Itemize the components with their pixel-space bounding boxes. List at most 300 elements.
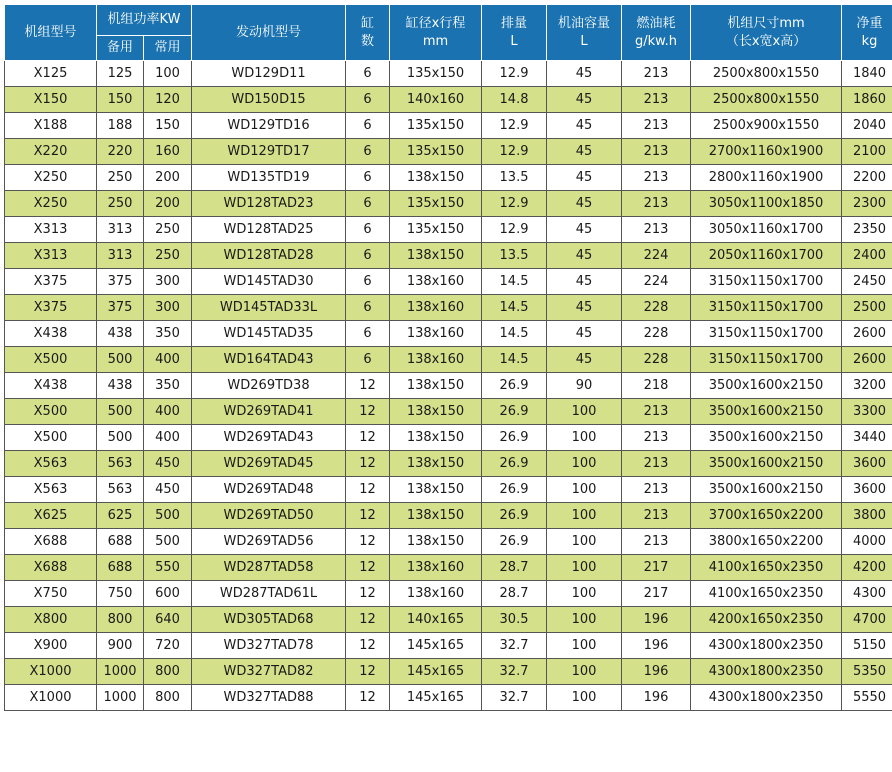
cell-standby-kw: 1000 bbox=[97, 685, 144, 711]
table-row bbox=[5, 139, 892, 165]
cell-fuel-consumption: 196 bbox=[622, 685, 691, 711]
table-row bbox=[5, 529, 892, 555]
cell-bore-stroke: 138x150 bbox=[390, 503, 482, 529]
cell-model: X688 bbox=[5, 555, 97, 581]
cell-engine-model: WD269TD38 bbox=[192, 373, 346, 399]
cell-model: X688 bbox=[5, 529, 97, 555]
cell-cylinders: 12 bbox=[346, 399, 390, 425]
cell-cylinders: 6 bbox=[346, 191, 390, 217]
cell-model: X750 bbox=[5, 581, 97, 607]
cell-model: X438 bbox=[5, 321, 97, 347]
cell-engine-model: WD135TD19 bbox=[192, 165, 346, 191]
header-model: 机组型号 bbox=[5, 5, 97, 61]
header-displacement: 排量 L bbox=[482, 5, 547, 61]
table-row bbox=[5, 581, 892, 607]
cell-bore-stroke: 135x150 bbox=[390, 217, 482, 243]
cell-prime-kw: 250 bbox=[144, 217, 192, 243]
cell-cylinders: 6 bbox=[346, 243, 390, 269]
cell-dimensions: 3700x1650x2200 bbox=[691, 503, 842, 529]
cell-cylinders: 12 bbox=[346, 425, 390, 451]
cell-net-weight: 2500 bbox=[842, 295, 892, 321]
cell-standby-kw: 500 bbox=[97, 347, 144, 373]
cell-model: X313 bbox=[5, 243, 97, 269]
table-row bbox=[5, 165, 892, 191]
cell-cylinders: 6 bbox=[346, 217, 390, 243]
header-bore-stroke: 缸径x行程 mm bbox=[390, 5, 482, 61]
cell-bore-stroke: 138x160 bbox=[390, 321, 482, 347]
cell-net-weight: 3600 bbox=[842, 451, 892, 477]
cell-oil-capacity: 100 bbox=[547, 503, 622, 529]
cell-oil-capacity: 100 bbox=[547, 529, 622, 555]
cell-net-weight: 2040 bbox=[842, 113, 892, 139]
cell-net-weight: 2200 bbox=[842, 165, 892, 191]
cell-net-weight: 3200 bbox=[842, 373, 892, 399]
table-row bbox=[5, 269, 892, 295]
cell-fuel-consumption: 213 bbox=[622, 87, 691, 113]
cell-engine-model: WD129TD16 bbox=[192, 113, 346, 139]
cell-cylinders: 12 bbox=[346, 503, 390, 529]
table-row bbox=[5, 451, 892, 477]
cell-fuel-consumption: 224 bbox=[622, 269, 691, 295]
cell-prime-kw: 720 bbox=[144, 633, 192, 659]
cell-bore-stroke: 138x150 bbox=[390, 477, 482, 503]
table-row bbox=[5, 633, 892, 659]
cell-dimensions: 2500x800x1550 bbox=[691, 61, 842, 87]
cell-standby-kw: 188 bbox=[97, 113, 144, 139]
cell-engine-model: WD128TAD23 bbox=[192, 191, 346, 217]
cell-model: X150 bbox=[5, 87, 97, 113]
cell-displacement: 26.9 bbox=[482, 477, 547, 503]
cell-displacement: 14.5 bbox=[482, 295, 547, 321]
cell-cylinders: 6 bbox=[346, 321, 390, 347]
cell-net-weight: 2350 bbox=[842, 217, 892, 243]
header-oil-capacity: 机油容量 L bbox=[547, 5, 622, 61]
cell-bore-stroke: 138x150 bbox=[390, 373, 482, 399]
cell-cylinders: 12 bbox=[346, 659, 390, 685]
cell-bore-stroke: 140x160 bbox=[390, 87, 482, 113]
cell-oil-capacity: 100 bbox=[547, 607, 622, 633]
cell-cylinders: 6 bbox=[346, 87, 390, 113]
cell-fuel-consumption: 213 bbox=[622, 399, 691, 425]
cell-model: X1000 bbox=[5, 685, 97, 711]
cell-prime-kw: 250 bbox=[144, 243, 192, 269]
cell-net-weight: 2300 bbox=[842, 191, 892, 217]
cell-prime-kw: 200 bbox=[144, 165, 192, 191]
cell-model: X900 bbox=[5, 633, 97, 659]
cell-displacement: 30.5 bbox=[482, 607, 547, 633]
cell-prime-kw: 640 bbox=[144, 607, 192, 633]
cell-dimensions: 4100x1650x2350 bbox=[691, 581, 842, 607]
cell-model: X375 bbox=[5, 295, 97, 321]
cell-prime-kw: 350 bbox=[144, 321, 192, 347]
cell-prime-kw: 550 bbox=[144, 555, 192, 581]
cell-cylinders: 12 bbox=[346, 373, 390, 399]
cell-oil-capacity: 45 bbox=[547, 165, 622, 191]
cell-oil-capacity: 45 bbox=[547, 269, 622, 295]
cell-dimensions: 2800x1160x1900 bbox=[691, 165, 842, 191]
cell-cylinders: 12 bbox=[346, 555, 390, 581]
cell-model: X438 bbox=[5, 373, 97, 399]
cell-bore-stroke: 138x150 bbox=[390, 451, 482, 477]
cell-dimensions: 3050x1100x1850 bbox=[691, 191, 842, 217]
cell-dimensions: 3500x1600x2150 bbox=[691, 373, 842, 399]
cell-net-weight: 4200 bbox=[842, 555, 892, 581]
cell-engine-model: WD287TAD61L bbox=[192, 581, 346, 607]
cell-cylinders: 12 bbox=[346, 607, 390, 633]
cell-bore-stroke: 135x150 bbox=[390, 191, 482, 217]
cell-dimensions: 4300x1800x2350 bbox=[691, 685, 842, 711]
cell-oil-capacity: 100 bbox=[547, 425, 622, 451]
table-row bbox=[5, 477, 892, 503]
cell-prime-kw: 100 bbox=[144, 61, 192, 87]
cell-engine-model: WD145TAD30 bbox=[192, 269, 346, 295]
cell-displacement: 12.9 bbox=[482, 139, 547, 165]
cell-displacement: 26.9 bbox=[482, 373, 547, 399]
cell-oil-capacity: 45 bbox=[547, 113, 622, 139]
cell-bore-stroke: 138x150 bbox=[390, 165, 482, 191]
cell-net-weight: 1840 bbox=[842, 61, 892, 87]
cell-bore-stroke: 145x165 bbox=[390, 685, 482, 711]
cell-displacement: 14.5 bbox=[482, 321, 547, 347]
cell-standby-kw: 438 bbox=[97, 373, 144, 399]
cell-engine-model: WD145TAD33L bbox=[192, 295, 346, 321]
cell-oil-capacity: 100 bbox=[547, 659, 622, 685]
cell-prime-kw: 350 bbox=[144, 373, 192, 399]
cell-dimensions: 3500x1600x2150 bbox=[691, 477, 842, 503]
cell-standby-kw: 1000 bbox=[97, 659, 144, 685]
cell-cylinders: 12 bbox=[346, 633, 390, 659]
cell-bore-stroke: 138x150 bbox=[390, 529, 482, 555]
cell-prime-kw: 300 bbox=[144, 269, 192, 295]
cell-model: X500 bbox=[5, 425, 97, 451]
header-prime: 常用 bbox=[144, 36, 192, 61]
cell-prime-kw: 150 bbox=[144, 113, 192, 139]
table-row bbox=[5, 295, 892, 321]
cell-model: X563 bbox=[5, 477, 97, 503]
cell-prime-kw: 400 bbox=[144, 347, 192, 373]
cell-displacement: 14.5 bbox=[482, 269, 547, 295]
table-body bbox=[5, 61, 892, 711]
cell-bore-stroke: 138x150 bbox=[390, 243, 482, 269]
cell-net-weight: 5150 bbox=[842, 633, 892, 659]
cell-bore-stroke: 138x160 bbox=[390, 555, 482, 581]
cell-net-weight: 4700 bbox=[842, 607, 892, 633]
cell-engine-model: WD269TAD56 bbox=[192, 529, 346, 555]
cell-fuel-consumption: 228 bbox=[622, 295, 691, 321]
cell-bore-stroke: 138x150 bbox=[390, 399, 482, 425]
cell-prime-kw: 120 bbox=[144, 87, 192, 113]
cell-model: X500 bbox=[5, 399, 97, 425]
cell-dimensions: 2050x1160x1700 bbox=[691, 243, 842, 269]
table-header bbox=[5, 5, 892, 61]
cell-displacement: 14.8 bbox=[482, 87, 547, 113]
cell-net-weight: 2600 bbox=[842, 347, 892, 373]
cell-net-weight: 2400 bbox=[842, 243, 892, 269]
cell-engine-model: WD269TAD48 bbox=[192, 477, 346, 503]
generator-spec-table bbox=[4, 4, 892, 711]
cell-dimensions: 2500x900x1550 bbox=[691, 113, 842, 139]
cell-oil-capacity: 100 bbox=[547, 477, 622, 503]
cell-engine-model: WD129TD17 bbox=[192, 139, 346, 165]
table-row bbox=[5, 399, 892, 425]
cell-cylinders: 12 bbox=[346, 529, 390, 555]
cell-net-weight: 3440 bbox=[842, 425, 892, 451]
cell-cylinders: 12 bbox=[346, 581, 390, 607]
cell-standby-kw: 375 bbox=[97, 269, 144, 295]
cell-oil-capacity: 45 bbox=[547, 61, 622, 87]
cell-fuel-consumption: 196 bbox=[622, 633, 691, 659]
cell-dimensions: 2700x1160x1900 bbox=[691, 139, 842, 165]
header-weight: 净重 kg bbox=[842, 5, 892, 61]
cell-displacement: 12.9 bbox=[482, 191, 547, 217]
cell-net-weight: 5350 bbox=[842, 659, 892, 685]
cell-standby-kw: 563 bbox=[97, 477, 144, 503]
cell-displacement: 26.9 bbox=[482, 529, 547, 555]
cell-oil-capacity: 45 bbox=[547, 217, 622, 243]
cell-dimensions: 3150x1150x1700 bbox=[691, 347, 842, 373]
cell-engine-model: WD164TAD43 bbox=[192, 347, 346, 373]
cell-fuel-consumption: 213 bbox=[622, 165, 691, 191]
cell-engine-model: WD269TAD43 bbox=[192, 425, 346, 451]
cell-standby-kw: 438 bbox=[97, 321, 144, 347]
cell-displacement: 32.7 bbox=[482, 685, 547, 711]
cell-standby-kw: 250 bbox=[97, 191, 144, 217]
cell-standby-kw: 688 bbox=[97, 555, 144, 581]
cell-bore-stroke: 145x165 bbox=[390, 659, 482, 685]
cell-oil-capacity: 100 bbox=[547, 685, 622, 711]
cell-prime-kw: 800 bbox=[144, 685, 192, 711]
cell-oil-capacity: 100 bbox=[547, 451, 622, 477]
cell-model: X1000 bbox=[5, 659, 97, 685]
cell-dimensions: 3800x1650x2200 bbox=[691, 529, 842, 555]
cell-standby-kw: 125 bbox=[97, 61, 144, 87]
cell-model: X563 bbox=[5, 451, 97, 477]
cell-standby-kw: 688 bbox=[97, 529, 144, 555]
cell-oil-capacity: 45 bbox=[547, 191, 622, 217]
cell-net-weight: 3800 bbox=[842, 503, 892, 529]
cell-standby-kw: 150 bbox=[97, 87, 144, 113]
cell-prime-kw: 200 bbox=[144, 191, 192, 217]
cell-bore-stroke: 145x165 bbox=[390, 633, 482, 659]
table-row bbox=[5, 321, 892, 347]
cell-engine-model: WD287TAD58 bbox=[192, 555, 346, 581]
cell-displacement: 32.7 bbox=[482, 633, 547, 659]
cell-standby-kw: 220 bbox=[97, 139, 144, 165]
cell-displacement: 32.7 bbox=[482, 659, 547, 685]
cell-oil-capacity: 45 bbox=[547, 347, 622, 373]
table-row bbox=[5, 659, 892, 685]
cell-model: X188 bbox=[5, 113, 97, 139]
cell-standby-kw: 250 bbox=[97, 165, 144, 191]
header-cylinders: 缸 数 bbox=[346, 5, 390, 61]
cell-standby-kw: 500 bbox=[97, 399, 144, 425]
cell-prime-kw: 450 bbox=[144, 451, 192, 477]
cell-oil-capacity: 100 bbox=[547, 555, 622, 581]
cell-fuel-consumption: 217 bbox=[622, 581, 691, 607]
cell-engine-model: WD145TAD35 bbox=[192, 321, 346, 347]
cell-standby-kw: 750 bbox=[97, 581, 144, 607]
cell-prime-kw: 160 bbox=[144, 139, 192, 165]
cell-net-weight: 2450 bbox=[842, 269, 892, 295]
cell-cylinders: 6 bbox=[346, 269, 390, 295]
cell-standby-kw: 563 bbox=[97, 451, 144, 477]
cell-fuel-consumption: 213 bbox=[622, 113, 691, 139]
table-row bbox=[5, 113, 892, 139]
cell-standby-kw: 313 bbox=[97, 243, 144, 269]
table-row bbox=[5, 607, 892, 633]
cell-bore-stroke: 138x160 bbox=[390, 295, 482, 321]
cell-cylinders: 12 bbox=[346, 451, 390, 477]
cell-fuel-consumption: 218 bbox=[622, 373, 691, 399]
cell-engine-model: WD269TAD45 bbox=[192, 451, 346, 477]
cell-fuel-consumption: 228 bbox=[622, 321, 691, 347]
cell-cylinders: 6 bbox=[346, 347, 390, 373]
cell-standby-kw: 500 bbox=[97, 425, 144, 451]
cell-fuel-consumption: 213 bbox=[622, 503, 691, 529]
cell-displacement: 26.9 bbox=[482, 451, 547, 477]
cell-displacement: 13.5 bbox=[482, 243, 547, 269]
cell-model: X625 bbox=[5, 503, 97, 529]
cell-fuel-consumption: 213 bbox=[622, 529, 691, 555]
cell-model: X125 bbox=[5, 61, 97, 87]
cell-standby-kw: 313 bbox=[97, 217, 144, 243]
table-row bbox=[5, 555, 892, 581]
cell-cylinders: 6 bbox=[346, 295, 390, 321]
cell-engine-model: WD327TAD78 bbox=[192, 633, 346, 659]
cell-fuel-consumption: 213 bbox=[622, 191, 691, 217]
cell-bore-stroke: 135x150 bbox=[390, 113, 482, 139]
cell-oil-capacity: 45 bbox=[547, 243, 622, 269]
table-row bbox=[5, 503, 892, 529]
cell-cylinders: 6 bbox=[346, 113, 390, 139]
cell-displacement: 12.9 bbox=[482, 61, 547, 87]
header-engine: 发动机型号 bbox=[192, 5, 346, 61]
cell-dimensions: 4300x1800x2350 bbox=[691, 633, 842, 659]
cell-standby-kw: 800 bbox=[97, 607, 144, 633]
cell-prime-kw: 800 bbox=[144, 659, 192, 685]
table-row bbox=[5, 191, 892, 217]
cell-cylinders: 6 bbox=[346, 139, 390, 165]
cell-engine-model: WD269TAD41 bbox=[192, 399, 346, 425]
table-row bbox=[5, 347, 892, 373]
cell-bore-stroke: 135x150 bbox=[390, 61, 482, 87]
header-dimensions: 机组尺寸mm （长x宽x高） bbox=[691, 5, 842, 61]
cell-prime-kw: 500 bbox=[144, 529, 192, 555]
cell-fuel-consumption: 213 bbox=[622, 425, 691, 451]
cell-dimensions: 3150x1150x1700 bbox=[691, 295, 842, 321]
cell-prime-kw: 450 bbox=[144, 477, 192, 503]
cell-engine-model: WD327TAD88 bbox=[192, 685, 346, 711]
cell-net-weight: 4000 bbox=[842, 529, 892, 555]
cell-cylinders: 6 bbox=[346, 165, 390, 191]
cell-model: X220 bbox=[5, 139, 97, 165]
cell-model: X375 bbox=[5, 269, 97, 295]
cell-bore-stroke: 140x165 bbox=[390, 607, 482, 633]
cell-oil-capacity: 45 bbox=[547, 321, 622, 347]
cell-displacement: 12.9 bbox=[482, 217, 547, 243]
cell-net-weight: 3600 bbox=[842, 477, 892, 503]
cell-dimensions: 3500x1600x2150 bbox=[691, 425, 842, 451]
cell-model: X313 bbox=[5, 217, 97, 243]
cell-fuel-consumption: 196 bbox=[622, 607, 691, 633]
cell-dimensions: 4100x1650x2350 bbox=[691, 555, 842, 581]
cell-prime-kw: 300 bbox=[144, 295, 192, 321]
cell-net-weight: 1860 bbox=[842, 87, 892, 113]
cell-displacement: 28.7 bbox=[482, 581, 547, 607]
header-power-group: 机组功率KW bbox=[97, 5, 192, 36]
cell-displacement: 26.9 bbox=[482, 425, 547, 451]
cell-engine-model: WD128TAD28 bbox=[192, 243, 346, 269]
cell-standby-kw: 375 bbox=[97, 295, 144, 321]
table-row bbox=[5, 87, 892, 113]
cell-engine-model: WD305TAD68 bbox=[192, 607, 346, 633]
cell-fuel-consumption: 228 bbox=[622, 347, 691, 373]
cell-displacement: 26.9 bbox=[482, 503, 547, 529]
cell-bore-stroke: 135x150 bbox=[390, 139, 482, 165]
cell-oil-capacity: 100 bbox=[547, 399, 622, 425]
cell-engine-model: WD269TAD50 bbox=[192, 503, 346, 529]
cell-displacement: 12.9 bbox=[482, 113, 547, 139]
cell-net-weight: 2100 bbox=[842, 139, 892, 165]
cell-dimensions: 4300x1800x2350 bbox=[691, 659, 842, 685]
cell-net-weight: 2600 bbox=[842, 321, 892, 347]
cell-dimensions: 3150x1150x1700 bbox=[691, 269, 842, 295]
cell-displacement: 28.7 bbox=[482, 555, 547, 581]
cell-dimensions: 3500x1600x2150 bbox=[691, 399, 842, 425]
cell-model: X250 bbox=[5, 165, 97, 191]
cell-oil-capacity: 100 bbox=[547, 581, 622, 607]
cell-engine-model: WD150D15 bbox=[192, 87, 346, 113]
cell-standby-kw: 625 bbox=[97, 503, 144, 529]
cell-prime-kw: 400 bbox=[144, 425, 192, 451]
cell-model: X250 bbox=[5, 191, 97, 217]
cell-fuel-consumption: 213 bbox=[622, 61, 691, 87]
table-row bbox=[5, 685, 892, 711]
table-row bbox=[5, 373, 892, 399]
cell-prime-kw: 400 bbox=[144, 399, 192, 425]
header-fuel-consumption: 燃油耗 g/kw.h bbox=[622, 5, 691, 61]
cell-dimensions: 3050x1160x1700 bbox=[691, 217, 842, 243]
cell-displacement: 13.5 bbox=[482, 165, 547, 191]
table-row bbox=[5, 243, 892, 269]
cell-engine-model: WD128TAD25 bbox=[192, 217, 346, 243]
cell-bore-stroke: 138x160 bbox=[390, 581, 482, 607]
cell-cylinders: 12 bbox=[346, 685, 390, 711]
cell-prime-kw: 500 bbox=[144, 503, 192, 529]
cell-fuel-consumption: 213 bbox=[622, 217, 691, 243]
cell-fuel-consumption: 213 bbox=[622, 451, 691, 477]
cell-fuel-consumption: 224 bbox=[622, 243, 691, 269]
cell-cylinders: 12 bbox=[346, 477, 390, 503]
cell-displacement: 14.5 bbox=[482, 347, 547, 373]
cell-engine-model: WD327TAD82 bbox=[192, 659, 346, 685]
cell-engine-model: WD129D11 bbox=[192, 61, 346, 87]
cell-net-weight: 4300 bbox=[842, 581, 892, 607]
cell-cylinders: 6 bbox=[346, 61, 390, 87]
cell-oil-capacity: 90 bbox=[547, 373, 622, 399]
cell-dimensions: 3500x1600x2150 bbox=[691, 451, 842, 477]
table-row bbox=[5, 61, 892, 87]
cell-model: X800 bbox=[5, 607, 97, 633]
table-row bbox=[5, 425, 892, 451]
cell-dimensions: 2500x800x1550 bbox=[691, 87, 842, 113]
header-standby: 备用 bbox=[97, 36, 144, 61]
cell-oil-capacity: 45 bbox=[547, 87, 622, 113]
cell-fuel-consumption: 217 bbox=[622, 555, 691, 581]
cell-net-weight: 5550 bbox=[842, 685, 892, 711]
cell-bore-stroke: 138x160 bbox=[390, 269, 482, 295]
cell-dimensions: 3150x1150x1700 bbox=[691, 321, 842, 347]
